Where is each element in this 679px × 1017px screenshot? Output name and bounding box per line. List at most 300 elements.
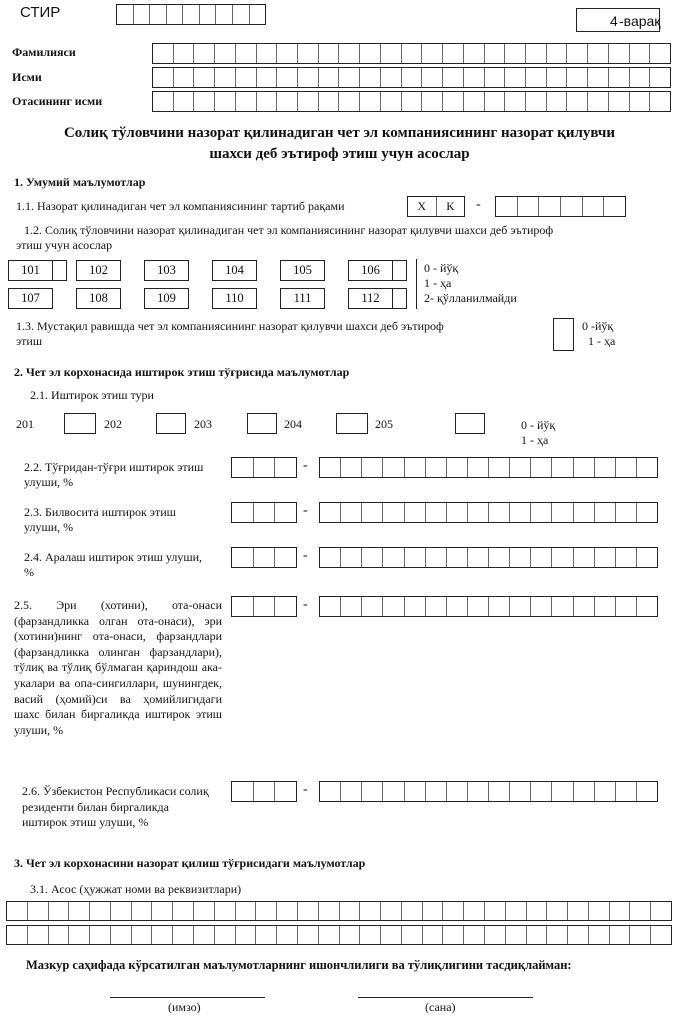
input-cell[interactable] — [443, 92, 464, 111]
input-cell[interactable] — [298, 902, 319, 920]
input-cell[interactable] — [117, 5, 134, 24]
item-2-3-int[interactable] — [231, 502, 297, 523]
input-cell[interactable] — [531, 548, 552, 567]
input-cell[interactable] — [232, 597, 254, 616]
input-cell[interactable] — [589, 902, 610, 920]
input-cell[interactable] — [552, 597, 573, 616]
input-cell[interactable] — [254, 597, 276, 616]
input-cell[interactable] — [547, 902, 568, 920]
input-cell[interactable] — [505, 44, 526, 63]
input-cell[interactable] — [531, 597, 552, 616]
input-cell[interactable] — [320, 503, 341, 522]
item-2-2-int[interactable] — [231, 457, 297, 478]
item-1-3-line-2: этиш — [16, 334, 43, 348]
input-cell[interactable] — [485, 68, 506, 87]
input-cell[interactable] — [254, 503, 276, 522]
input-cell[interactable] — [468, 503, 489, 522]
input-cell[interactable] — [510, 548, 531, 567]
input-cell[interactable] — [505, 92, 526, 111]
input-cell[interactable] — [69, 902, 90, 920]
sheet-number: 4 — [610, 13, 618, 29]
input-cell[interactable] — [111, 926, 132, 944]
input-cell[interactable] — [383, 458, 404, 477]
input-cell[interactable] — [298, 926, 319, 944]
input-cell[interactable] — [610, 926, 631, 944]
code-202: 202 — [104, 417, 122, 431]
item-2-5-int[interactable] — [231, 596, 297, 617]
input-cell[interactable] — [341, 503, 362, 522]
legend-yes: 1 - ҳа — [424, 276, 452, 290]
input-cell[interactable] — [132, 926, 153, 944]
input-cell[interactable] — [616, 458, 637, 477]
answer-112[interactable] — [393, 288, 407, 309]
input-cell[interactable] — [194, 902, 215, 920]
input-cell[interactable] — [426, 503, 447, 522]
input-cell[interactable] — [275, 458, 296, 477]
input-cell[interactable] — [360, 92, 381, 111]
input-cell[interactable] — [567, 44, 588, 63]
input-cell[interactable] — [422, 68, 443, 87]
input-cell[interactable] — [7, 902, 28, 920]
input-cell[interactable] — [254, 782, 276, 801]
input-cell[interactable] — [134, 5, 151, 24]
input-204[interactable] — [336, 413, 368, 434]
input-cell[interactable] — [319, 902, 340, 920]
item-2-2-frac[interactable] — [319, 457, 658, 478]
patronymic-input[interactable] — [152, 91, 671, 112]
input-cell[interactable] — [589, 926, 610, 944]
input-cell[interactable] — [232, 782, 254, 801]
input-cell[interactable] — [561, 197, 583, 216]
input-cell[interactable] — [610, 902, 631, 920]
input-cell[interactable] — [426, 548, 447, 567]
input-cell[interactable] — [183, 5, 200, 24]
input-cell[interactable] — [232, 458, 254, 477]
input-cell[interactable] — [574, 503, 595, 522]
name-input[interactable] — [152, 67, 671, 88]
input-cell[interactable] — [489, 597, 510, 616]
input-cell[interactable] — [215, 92, 236, 111]
input-cell[interactable] — [7, 926, 28, 944]
input-cell[interactable] — [588, 44, 609, 63]
item-2-6-frac[interactable] — [319, 781, 658, 802]
input-205[interactable] — [455, 413, 485, 434]
input-cell[interactable] — [595, 458, 616, 477]
input-cell[interactable] — [531, 782, 552, 801]
input-cell[interactable] — [319, 68, 340, 87]
input-cell[interactable] — [447, 782, 468, 801]
item-1-3-input[interactable] — [553, 318, 574, 351]
title-line-1: Солиқ тўловчини назорат қилинадиган чет эл компаниясининг назорат қилувчи — [63, 125, 616, 141]
input-cell[interactable] — [443, 902, 464, 920]
input-cell[interactable] — [464, 92, 485, 111]
input-cell[interactable] — [173, 902, 194, 920]
input-cell[interactable] — [360, 44, 381, 63]
prefix-box — [407, 196, 465, 217]
code-110: 110 — [212, 288, 257, 309]
input-cell[interactable] — [489, 548, 510, 567]
legend-2-1-no: 0 - йўқ — [521, 418, 556, 432]
input-cell[interactable] — [402, 92, 423, 111]
input-cell[interactable] — [174, 44, 195, 63]
input-cell[interactable] — [200, 5, 217, 24]
input-cell[interactable] — [277, 92, 298, 111]
input-cell[interactable] — [381, 926, 402, 944]
input-cell[interactable] — [152, 926, 173, 944]
input-cell[interactable] — [360, 902, 381, 920]
input-cell[interactable] — [320, 458, 341, 477]
input-cell[interactable] — [630, 68, 651, 87]
input-cell[interactable] — [167, 5, 184, 24]
input-cell[interactable] — [464, 926, 485, 944]
input-cell[interactable] — [485, 44, 506, 63]
item-2-6-int[interactable] — [231, 781, 297, 802]
input-cell[interactable] — [422, 44, 443, 63]
input-cell[interactable] — [464, 68, 485, 87]
input-cell[interactable] — [426, 458, 447, 477]
input-cell[interactable] — [383, 597, 404, 616]
input-cell[interactable] — [320, 548, 341, 567]
answer-101[interactable] — [53, 260, 67, 281]
input-cell[interactable] — [506, 902, 527, 920]
input-cell[interactable] — [28, 902, 49, 920]
input-cell[interactable] — [447, 548, 468, 567]
input-cell[interactable] — [583, 197, 605, 216]
input-cell[interactable] — [485, 926, 506, 944]
input-cell[interactable] — [402, 68, 423, 87]
input-cell[interactable] — [510, 597, 531, 616]
code-111: 111 — [280, 288, 325, 309]
input-cell[interactable] — [383, 503, 404, 522]
input-cell[interactable] — [547, 92, 568, 111]
input-cell[interactable] — [630, 44, 651, 63]
input-cell[interactable] — [275, 548, 296, 567]
input-cell[interactable] — [339, 68, 360, 87]
input-cell[interactable] — [510, 503, 531, 522]
input-cell[interactable] — [360, 68, 381, 87]
item-2-4-frac[interactable] — [319, 547, 658, 568]
input-cell[interactable] — [531, 458, 552, 477]
item-1-1-label: 1.1. Назорат қилинадиган чет эл компаниясининг тартиб рақами — [16, 199, 345, 213]
item-2-3-frac[interactable] — [319, 502, 658, 523]
input-cell[interactable] — [152, 902, 173, 920]
code-204: 204 — [284, 417, 302, 431]
input-cell[interactable] — [320, 597, 341, 616]
input-cell[interactable] — [547, 44, 568, 63]
input-cell[interactable] — [527, 902, 548, 920]
input-cell[interactable] — [595, 503, 616, 522]
input-cell[interactable] — [609, 68, 630, 87]
input-cell[interactable] — [574, 597, 595, 616]
input-cell[interactable] — [277, 926, 298, 944]
input-cell[interactable] — [111, 902, 132, 920]
input-cell[interactable] — [527, 926, 548, 944]
input-cell[interactable] — [236, 926, 257, 944]
legend-no: 0 - йўқ — [424, 261, 459, 275]
input-cell[interactable] — [552, 782, 573, 801]
input-cell[interactable] — [298, 68, 319, 87]
input-cell[interactable] — [423, 926, 444, 944]
input-cell[interactable] — [588, 68, 609, 87]
input-cell[interactable] — [90, 926, 111, 944]
page-title — [0, 123, 679, 165]
input-cell[interactable] — [568, 902, 589, 920]
item-2-4-int[interactable] — [231, 547, 297, 568]
input-cell[interactable] — [510, 782, 531, 801]
input-cell[interactable] — [339, 44, 360, 63]
stir-input[interactable] — [116, 4, 266, 25]
input-cell[interactable] — [405, 548, 426, 567]
input-cell[interactable] — [381, 68, 402, 87]
input-cell[interactable] — [468, 597, 489, 616]
input-cell[interactable] — [236, 902, 257, 920]
input-cell[interactable] — [651, 902, 671, 920]
input-cell[interactable] — [153, 68, 174, 87]
input-cell[interactable] — [174, 68, 195, 87]
input-cell[interactable] — [194, 68, 215, 87]
input-cell[interactable] — [447, 597, 468, 616]
input-cell[interactable] — [567, 92, 588, 111]
input-cell[interactable] — [275, 503, 296, 522]
input-cell[interactable] — [215, 902, 236, 920]
input-cell[interactable] — [132, 902, 153, 920]
input-cell[interactable] — [630, 926, 651, 944]
input-cell[interactable] — [405, 597, 426, 616]
input-cell[interactable] — [275, 597, 296, 616]
input-cell[interactable] — [447, 503, 468, 522]
input-cell[interactable] — [505, 68, 526, 87]
input-cell[interactable] — [485, 902, 506, 920]
input-cell[interactable] — [426, 782, 447, 801]
input-cell[interactable] — [650, 68, 670, 87]
signature-line[interactable] — [110, 997, 265, 998]
input-cell[interactable] — [609, 44, 630, 63]
input-cell[interactable] — [447, 458, 468, 477]
input-cell[interactable] — [426, 597, 447, 616]
input-cell[interactable] — [552, 503, 573, 522]
input-cell[interactable] — [340, 926, 361, 944]
input-cell[interactable] — [277, 902, 298, 920]
input-cell[interactable] — [464, 44, 485, 63]
input-cell[interactable] — [362, 597, 383, 616]
input-cell[interactable] — [254, 548, 276, 567]
input-cell[interactable] — [275, 782, 296, 801]
input-cell[interactable] — [489, 503, 510, 522]
input-cell[interactable] — [362, 782, 383, 801]
input-cell[interactable] — [468, 548, 489, 567]
input-cell[interactable] — [402, 902, 423, 920]
company-number-input[interactable] — [495, 196, 626, 217]
input-cell[interactable] — [215, 68, 236, 87]
input-cell[interactable] — [341, 548, 362, 567]
input-cell[interactable] — [423, 902, 444, 920]
input-cell[interactable] — [362, 503, 383, 522]
input-cell[interactable] — [340, 902, 361, 920]
input-cell[interactable] — [443, 68, 464, 87]
item-2-6-label: 2.6. Ўзбекистон Республикаси солиқ резиденти билан биргаликда иштирок этиш улуши, % — [22, 784, 209, 829]
input-cell[interactable] — [574, 782, 595, 801]
input-cell[interactable] — [383, 782, 404, 801]
input-cell[interactable] — [574, 548, 595, 567]
surname-label: Фамилияси — [12, 45, 76, 59]
input-cell[interactable] — [256, 902, 277, 920]
input-cell[interactable] — [236, 92, 257, 111]
input-cell[interactable] — [568, 926, 589, 944]
input-cell[interactable] — [150, 5, 167, 24]
input-cell[interactable] — [174, 92, 195, 111]
date-label: (сана) — [425, 1000, 456, 1014]
input-cell[interactable] — [616, 782, 637, 801]
input-cell[interactable] — [604, 197, 625, 216]
input-cell[interactable] — [531, 503, 552, 522]
section-2-heading: 2. Чет эл корхонасида иштирок этиш тўғрисида маълумотлар — [14, 365, 350, 379]
input-cell[interactable] — [595, 548, 616, 567]
input-cell[interactable] — [489, 782, 510, 801]
input-cell[interactable] — [341, 782, 362, 801]
code-102: 102 — [76, 260, 121, 281]
input-202[interactable] — [156, 413, 186, 434]
input-cell[interactable] — [254, 458, 276, 477]
input-cell[interactable] — [595, 597, 616, 616]
input-cell[interactable] — [320, 782, 341, 801]
date-line[interactable] — [358, 997, 533, 998]
input-cell[interactable] — [506, 926, 527, 944]
input-cell[interactable] — [277, 68, 298, 87]
input-cell[interactable] — [28, 926, 49, 944]
input-cell[interactable] — [547, 68, 568, 87]
input-cell[interactable] — [552, 548, 573, 567]
input-cell[interactable] — [630, 92, 651, 111]
input-cell[interactable] — [650, 44, 670, 63]
input-cell[interactable] — [319, 44, 340, 63]
input-cell[interactable] — [526, 44, 547, 63]
code-101: 101 — [8, 260, 53, 281]
input-cell[interactable] — [468, 458, 489, 477]
input-cell[interactable] — [69, 926, 90, 944]
input-cell[interactable] — [383, 548, 404, 567]
input-cell[interactable] — [339, 92, 360, 111]
input-cell[interactable] — [637, 597, 657, 616]
input-cell[interactable] — [362, 458, 383, 477]
answer-106[interactable] — [393, 260, 407, 281]
surname-input[interactable] — [152, 43, 671, 64]
input-cell[interactable] — [616, 548, 637, 567]
input-cell[interactable] — [215, 926, 236, 944]
input-cell[interactable] — [173, 926, 194, 944]
input-cell[interactable] — [405, 503, 426, 522]
input-cell[interactable] — [526, 92, 547, 111]
input-cell[interactable] — [236, 44, 257, 63]
input-201[interactable] — [64, 413, 96, 434]
input-cell[interactable] — [236, 68, 257, 87]
input-cell[interactable] — [405, 458, 426, 477]
input-cell[interactable] — [381, 44, 402, 63]
input-cell[interactable] — [405, 782, 426, 801]
input-cell[interactable] — [402, 926, 423, 944]
item-2-2-label: 2.2. Тўғридан-тўғри иштирок этиш улуши, % — [24, 460, 204, 489]
input-cell[interactable] — [381, 902, 402, 920]
input-cell[interactable] — [298, 92, 319, 111]
input-cell[interactable] — [362, 548, 383, 567]
input-cell[interactable] — [341, 458, 362, 477]
input-cell[interactable] — [194, 926, 215, 944]
input-cell[interactable] — [256, 926, 277, 944]
input-cell[interactable] — [489, 458, 510, 477]
input-cell[interactable] — [194, 92, 215, 111]
input-cell[interactable] — [360, 926, 381, 944]
input-cell[interactable] — [468, 782, 489, 801]
input-cell[interactable] — [216, 5, 233, 24]
input-cell[interactable] — [341, 597, 362, 616]
input-cell[interactable] — [257, 68, 278, 87]
input-cell[interactable] — [609, 92, 630, 111]
basis-input-row-1[interactable] — [6, 901, 672, 921]
input-cell[interactable] — [257, 44, 278, 63]
item-2-5-frac[interactable] — [319, 596, 658, 617]
input-cell[interactable] — [637, 548, 657, 567]
input-cell[interactable] — [443, 44, 464, 63]
input-cell[interactable] — [637, 782, 657, 801]
input-cell[interactable] — [153, 44, 174, 63]
input-cell[interactable] — [422, 92, 443, 111]
input-cell[interactable] — [464, 902, 485, 920]
title-line-2: шахси деб эътироф этиш учун асослар — [209, 146, 470, 162]
input-cell[interactable] — [637, 458, 657, 477]
input-cell[interactable] — [616, 597, 637, 616]
input-cell[interactable] — [298, 44, 319, 63]
input-cell[interactable] — [552, 458, 573, 477]
input-cell[interactable] — [232, 548, 254, 567]
stir-label: СТИР — [20, 4, 61, 21]
input-cell[interactable] — [215, 44, 236, 63]
input-cell[interactable] — [49, 902, 70, 920]
input-cell[interactable] — [257, 92, 278, 111]
input-203[interactable] — [247, 413, 277, 434]
input-cell[interactable] — [650, 92, 670, 111]
input-cell[interactable] — [49, 926, 70, 944]
input-cell[interactable] — [595, 782, 616, 801]
input-cell[interactable] — [232, 503, 254, 522]
input-cell[interactable] — [194, 44, 215, 63]
input-cell[interactable] — [651, 926, 671, 944]
basis-input-row-2[interactable] — [6, 925, 672, 945]
input-cell[interactable] — [277, 44, 298, 63]
input-cell[interactable] — [518, 197, 540, 216]
input-cell[interactable] — [630, 902, 651, 920]
input-cell[interactable] — [510, 458, 531, 477]
input-cell[interactable] — [539, 197, 561, 216]
input-cell[interactable] — [250, 5, 266, 24]
code-203: 203 — [194, 417, 212, 431]
input-cell[interactable] — [496, 197, 518, 216]
input-cell[interactable] — [547, 926, 568, 944]
input-cell[interactable] — [381, 92, 402, 111]
input-cell[interactable] — [90, 902, 111, 920]
input-cell[interactable] — [233, 5, 250, 24]
input-cell[interactable] — [153, 92, 174, 111]
input-cell[interactable] — [319, 92, 340, 111]
input-cell[interactable] — [637, 503, 657, 522]
input-cell[interactable] — [485, 92, 506, 111]
input-cell[interactable] — [616, 503, 637, 522]
input-cell[interactable] — [567, 68, 588, 87]
input-cell[interactable] — [526, 68, 547, 87]
input-cell[interactable] — [443, 926, 464, 944]
input-cell[interactable] — [319, 926, 340, 944]
input-cell[interactable] — [402, 44, 423, 63]
input-cell[interactable] — [574, 458, 595, 477]
input-cell[interactable] — [588, 92, 609, 111]
